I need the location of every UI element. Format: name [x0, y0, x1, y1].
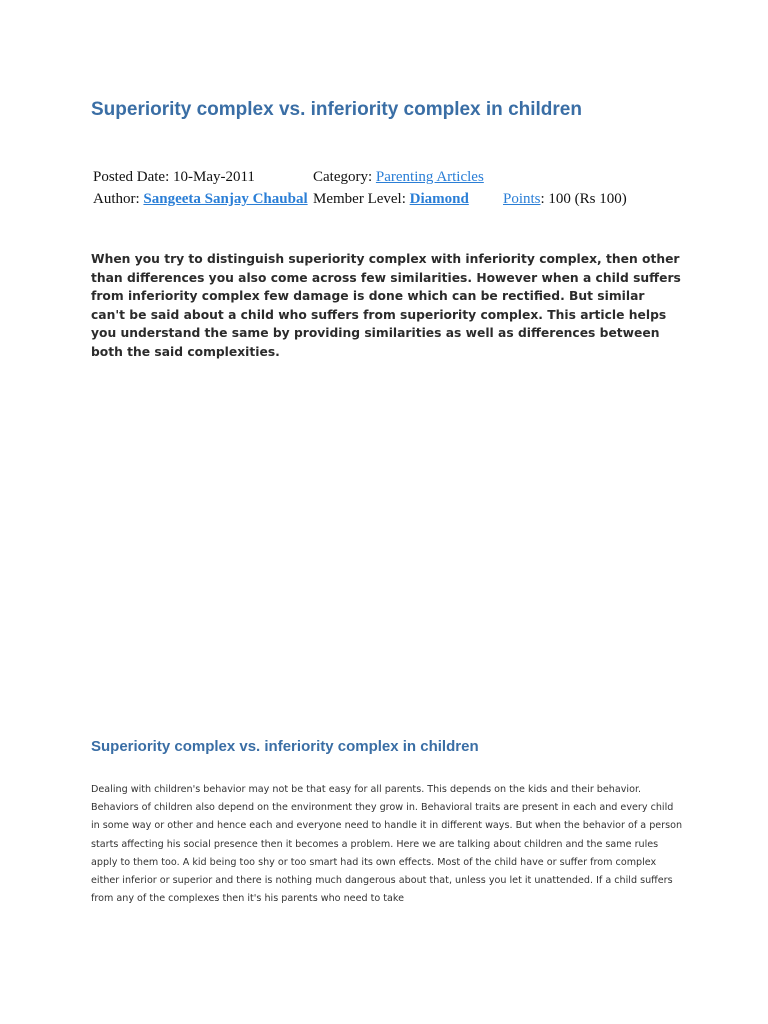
- category: [313, 166, 484, 188]
- article-body: Dealing with children's behavior may not be that easy for all parents. This depends on the kids and their behavior. Behaviors of children also depend on the environment they grow in. Behavioral traits are present in each and every child in some way or other and hence each and everyone need to handle it in different ways. But when the behavior of a person starts affecting his social presence then it becomes a problem. Here we are talking about children and the same rules apply to them too. A kid being too shy or too smart had its own effects. Most of the child have or suffer from complex either inferior or superior and there is nothing much dangerous about that, unless you let it unattended. If a child suffers from any of the complexes then it's his parents who need to take: [91, 784, 683, 905]
- posted-date: [93, 166, 255, 188]
- author-link[interactable]: Sangeeta Sanjay Chaubal: [143, 191, 308, 207]
- member-level: [313, 188, 469, 210]
- category-link[interactable]: Parenting Articles: [375, 169, 484, 185]
- points: [503, 188, 627, 210]
- member-level-link[interactable]: Diamond: [409, 191, 469, 207]
- author-label: Author:: [93, 191, 144, 207]
- article-title: Superiority complex vs. inferiority complex in children: [91, 99, 582, 120]
- posted-date-label: Posted Date:: [93, 169, 173, 185]
- posted-date-value: 10-May-2011: [173, 169, 255, 185]
- author: [93, 188, 308, 210]
- article-summary: When you try to distinguish superiority complex with inferiority complex, then other than differences you also come across few similarities. However when a child suffers from inferiority complex few damage is done which can be rectified. But similar can't be said about a child who suffers from superiority complex. This article helps you understand the same by providing similarities as well as differences between both the said complexities.: [91, 252, 681, 359]
- member-level-label: Member Level:: [313, 191, 410, 207]
- points-value: : 100 (Rs 100): [540, 191, 627, 207]
- points-link[interactable]: Points: [503, 191, 541, 207]
- category-label: Category:: [313, 169, 376, 185]
- section-title: Superiority complex vs. inferiority complex in children: [91, 738, 479, 755]
